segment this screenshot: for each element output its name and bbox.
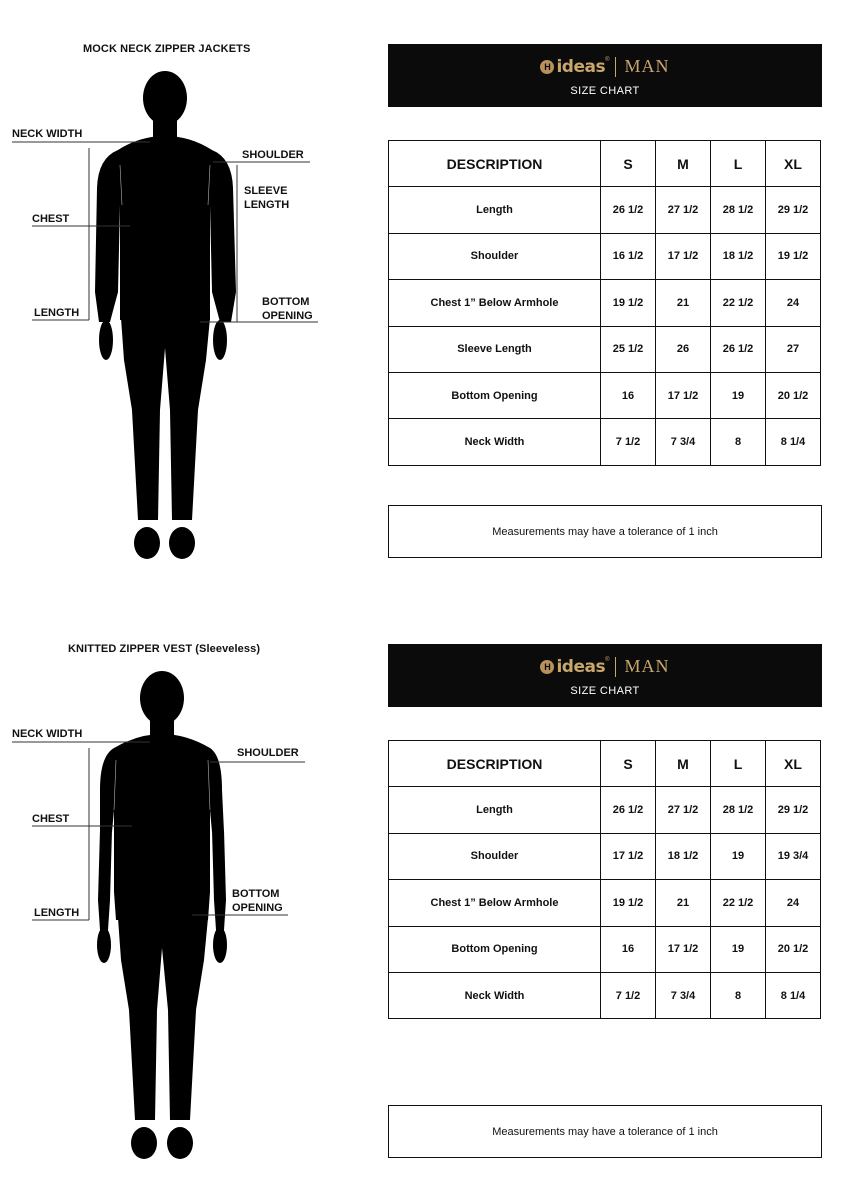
- size-table: [388, 740, 821, 1019]
- cell-xl: 27: [766, 326, 821, 372]
- shoulder-label: SHOULDER: [237, 747, 299, 759]
- cell-l: 26 1/2: [711, 326, 766, 372]
- header-size-m: M: [656, 141, 711, 187]
- neck-width-label: NECK WIDTH: [12, 728, 83, 740]
- table-row: [389, 187, 821, 233]
- bottom-opening-label-line1: BOTTOM: [262, 296, 310, 308]
- cell-s: 16 1/2: [601, 233, 656, 279]
- cell-l: 8: [711, 972, 766, 1018]
- cell-l: 8: [711, 419, 766, 465]
- cell-m: 17 1/2: [656, 372, 711, 418]
- table-row: [389, 833, 821, 879]
- table-row: [389, 419, 821, 465]
- cell-m: 21: [656, 280, 711, 326]
- ideas-logo-icon: H: [540, 60, 554, 74]
- tolerance-note: Measurements may have a tolerance of 1 inch: [388, 505, 822, 558]
- table-row: [389, 233, 821, 279]
- cell-s: 26 1/2: [601, 787, 656, 833]
- row-description: Chest 1” Below Armhole: [389, 280, 601, 326]
- cell-xl: 29 1/2: [766, 787, 821, 833]
- cell-m: 7 3/4: [656, 419, 711, 465]
- cell-s: 25 1/2: [601, 326, 656, 372]
- table-row: [389, 326, 821, 372]
- row-description: Chest 1” Below Armhole: [389, 880, 601, 926]
- tolerance-note: Measurements may have a tolerance of 1 inch: [388, 1105, 822, 1158]
- row-description: Shoulder: [389, 233, 601, 279]
- row-description: Shoulder: [389, 833, 601, 879]
- bottom-opening-label-line1: BOTTOM: [232, 888, 280, 900]
- brand-name: ideas: [556, 656, 606, 677]
- banner-subtitle: SIZE CHART: [570, 85, 640, 97]
- cell-s: 16: [601, 926, 656, 972]
- measurement-figure: [0, 600, 380, 1200]
- cell-xl: 8 1/4: [766, 972, 821, 1018]
- row-description: Neck Width: [389, 419, 601, 465]
- table-row: [389, 372, 821, 418]
- cell-xl: 24: [766, 280, 821, 326]
- logo-divider: [615, 57, 616, 77]
- cell-xl: 20 1/2: [766, 372, 821, 418]
- cell-s: 7 1/2: [601, 419, 656, 465]
- registered-mark: ®: [605, 657, 610, 663]
- registered-mark: ®: [605, 57, 610, 63]
- neck-width-label: NECK WIDTH: [12, 128, 83, 140]
- bottom-opening-label-line2: OPENING: [232, 902, 283, 914]
- cell-s: 16: [601, 372, 656, 418]
- size-table: [388, 140, 821, 466]
- cell-l: 28 1/2: [711, 187, 766, 233]
- cell-m: 26: [656, 326, 711, 372]
- cell-l: 19: [711, 833, 766, 879]
- cell-m: 18 1/2: [656, 833, 711, 879]
- table-header-row: [389, 741, 821, 787]
- header-description: DESCRIPTION: [389, 741, 601, 787]
- header-size-l: L: [711, 141, 766, 187]
- brand-line: MAN: [624, 656, 670, 676]
- row-description: Bottom Opening: [389, 926, 601, 972]
- cell-xl: 20 1/2: [766, 926, 821, 972]
- brand-banner: [388, 644, 822, 707]
- cell-m: 27 1/2: [656, 787, 711, 833]
- cell-s: 7 1/2: [601, 972, 656, 1018]
- cell-m: 17 1/2: [656, 926, 711, 972]
- cell-l: 22 1/2: [711, 280, 766, 326]
- chest-label: CHEST: [32, 213, 70, 225]
- cell-m: 27 1/2: [656, 187, 711, 233]
- row-description: Sleeve Length: [389, 326, 601, 372]
- length-label: LENGTH: [34, 307, 80, 319]
- row-description: Bottom Opening: [389, 372, 601, 418]
- cell-xl: 19 1/2: [766, 233, 821, 279]
- header-size-xl: XL: [766, 141, 821, 187]
- row-description: Length: [389, 187, 601, 233]
- table-header-row: [389, 141, 821, 187]
- ideas-logo-icon: H: [540, 660, 554, 674]
- header-size-s: S: [601, 741, 656, 787]
- header-size-m: M: [656, 741, 711, 787]
- cell-m: 21: [656, 880, 711, 926]
- cell-s: 19 1/2: [601, 880, 656, 926]
- table-row: [389, 972, 821, 1018]
- cell-m: 17 1/2: [656, 233, 711, 279]
- cell-l: 22 1/2: [711, 880, 766, 926]
- table-row: [389, 926, 821, 972]
- brand-name: ideas: [556, 56, 606, 77]
- cell-l: 28 1/2: [711, 787, 766, 833]
- header-size-s: S: [601, 141, 656, 187]
- sleeve-length-label-line1: SLEEVE: [244, 185, 288, 197]
- table-row: [389, 280, 821, 326]
- logo-divider: [615, 657, 616, 677]
- cell-s: 17 1/2: [601, 833, 656, 879]
- cell-xl: 19 3/4: [766, 833, 821, 879]
- brand-logo: [388, 56, 822, 77]
- cell-l: 19: [711, 372, 766, 418]
- header-size-xl: XL: [766, 741, 821, 787]
- banner-subtitle: SIZE CHART: [570, 685, 640, 697]
- brand-banner: [388, 44, 822, 107]
- sleeve-length-label-line2: LENGTH: [244, 199, 290, 211]
- cell-l: 19: [711, 926, 766, 972]
- header-description: DESCRIPTION: [389, 141, 601, 187]
- man-silhouette-icon: [0, 600, 380, 1200]
- table-row: [389, 787, 821, 833]
- cell-l: 18 1/2: [711, 233, 766, 279]
- measurement-figure: [0, 0, 380, 600]
- table-row: [389, 880, 821, 926]
- chest-label: CHEST: [32, 813, 70, 825]
- cell-s: 19 1/2: [601, 280, 656, 326]
- cell-m: 7 3/4: [656, 972, 711, 1018]
- brand-logo: [388, 656, 822, 677]
- garment-title: KNITTED ZIPPER VEST (Sleeveless): [68, 643, 261, 655]
- shoulder-label: SHOULDER: [242, 149, 304, 161]
- cell-xl: 8 1/4: [766, 419, 821, 465]
- man-silhouette-icon: [0, 0, 380, 600]
- cell-xl: 29 1/2: [766, 187, 821, 233]
- length-label: LENGTH: [34, 907, 80, 919]
- cell-xl: 24: [766, 880, 821, 926]
- row-description: Neck Width: [389, 972, 601, 1018]
- row-description: Length: [389, 787, 601, 833]
- header-size-l: L: [711, 741, 766, 787]
- brand-line: MAN: [624, 56, 670, 76]
- cell-s: 26 1/2: [601, 187, 656, 233]
- bottom-opening-label-line2: OPENING: [262, 310, 313, 322]
- size-chart-knitted-vest: [0, 600, 848, 1200]
- garment-title: MOCK NECK ZIPPER JACKETS: [83, 43, 251, 55]
